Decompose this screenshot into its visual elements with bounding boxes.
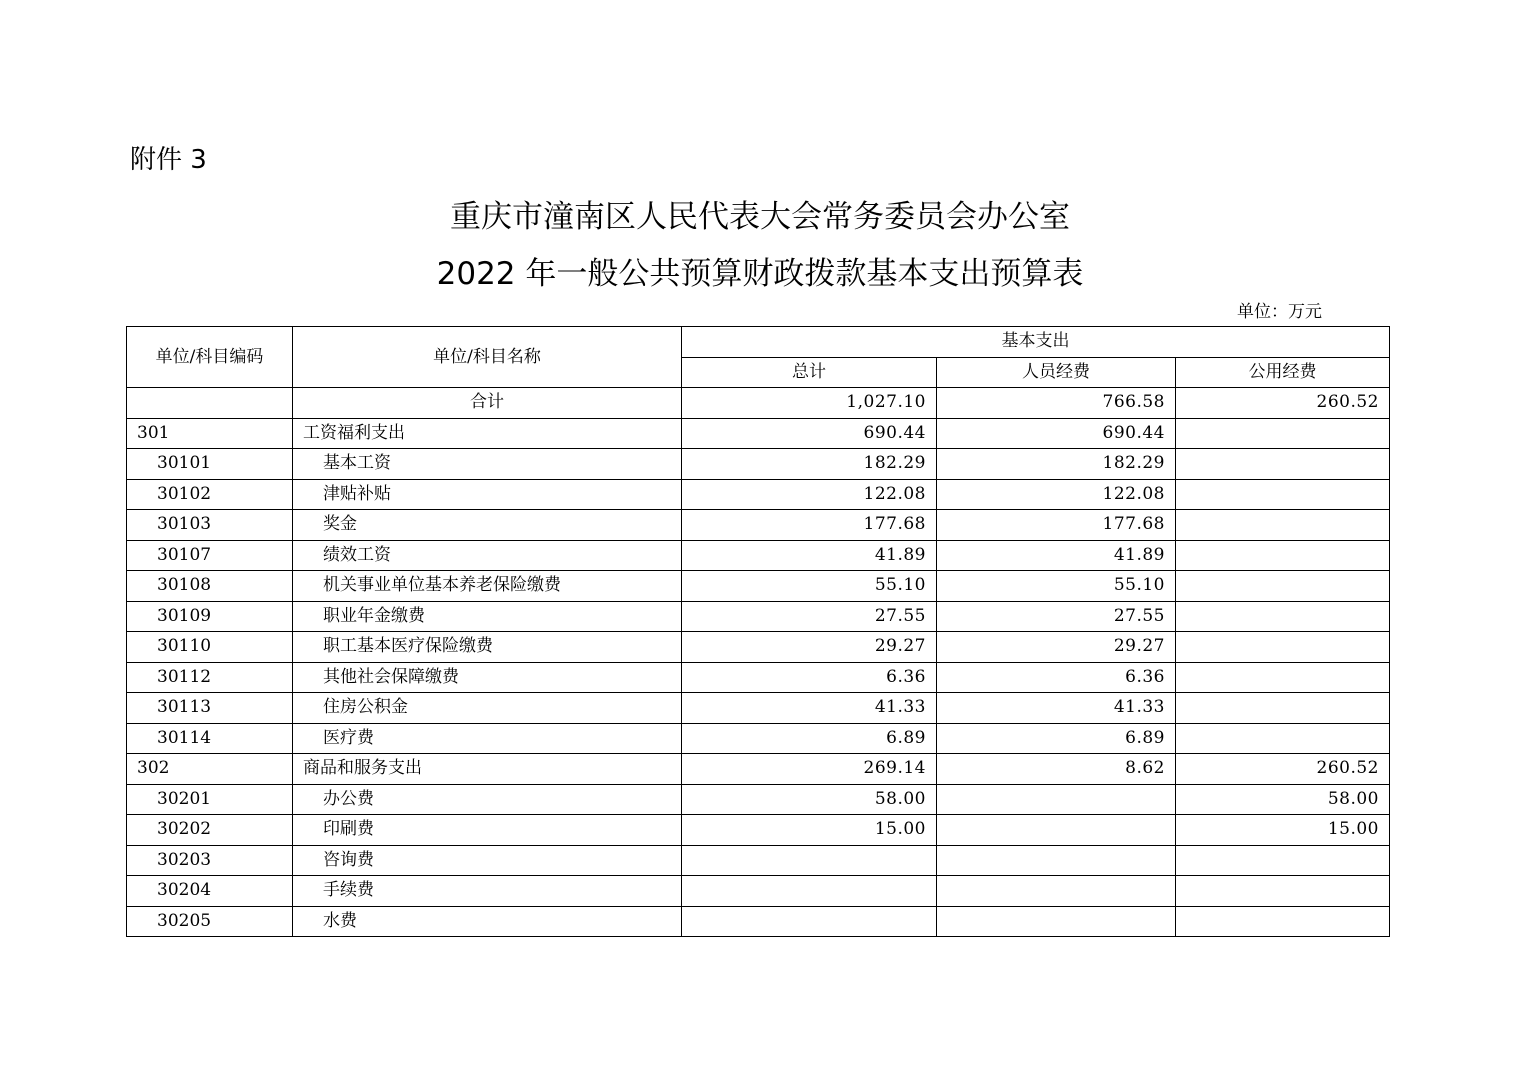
row-public	[1176, 571, 1390, 602]
row-code: 30103	[127, 510, 293, 541]
table-row	[127, 510, 1390, 541]
row-total: 690.44	[682, 418, 937, 449]
row-total: 15.00	[682, 815, 937, 846]
row-code: 30108	[127, 571, 293, 602]
row-name: 办公费	[293, 784, 682, 815]
row-public	[1176, 540, 1390, 571]
row-code: 30203	[127, 845, 293, 876]
row-public: 15.00	[1176, 815, 1390, 846]
summary-total: 1,027.10	[682, 388, 937, 419]
row-total: 122.08	[682, 479, 937, 510]
table-row	[127, 418, 1390, 449]
summary-row	[127, 388, 1390, 419]
row-personnel: 27.55	[937, 601, 1176, 632]
row-personnel: 8.62	[937, 754, 1176, 785]
document-title-line1: 重庆市潼南区人民代表大会常务委员会办公室	[450, 199, 1070, 235]
row-public	[1176, 632, 1390, 663]
row-code: 30202	[127, 815, 293, 846]
row-name: 医疗费	[293, 723, 682, 754]
row-public	[1176, 845, 1390, 876]
row-personnel: 55.10	[937, 571, 1176, 602]
row-total: 6.36	[682, 662, 937, 693]
row-total	[682, 906, 937, 937]
header-public: 公用经费	[1176, 357, 1390, 388]
row-personnel: 182.29	[937, 449, 1176, 480]
table-row	[127, 601, 1390, 632]
row-name: 印刷费	[293, 815, 682, 846]
row-total: 269.14	[682, 754, 937, 785]
row-total	[682, 845, 937, 876]
summary-personnel: 766.58	[937, 388, 1176, 419]
row-name: 其他社会保障缴费	[293, 662, 682, 693]
row-code: 30204	[127, 876, 293, 907]
row-code: 301	[127, 418, 293, 449]
row-total: 55.10	[682, 571, 937, 602]
row-name: 绩效工资	[293, 540, 682, 571]
row-personnel	[937, 784, 1176, 815]
row-public	[1176, 418, 1390, 449]
row-total: 182.29	[682, 449, 937, 480]
table-row	[127, 449, 1390, 480]
budget-table	[126, 326, 1390, 937]
row-public	[1176, 449, 1390, 480]
table-row	[127, 479, 1390, 510]
header-personnel: 人员经费	[937, 357, 1176, 388]
row-personnel: 177.68	[937, 510, 1176, 541]
row-personnel: 29.27	[937, 632, 1176, 663]
unit-label: 单位：万元	[1237, 302, 1322, 322]
table-row	[127, 754, 1390, 785]
row-code: 30110	[127, 632, 293, 663]
row-name: 职工基本医疗保险缴费	[293, 632, 682, 663]
row-name: 咨询费	[293, 845, 682, 876]
attachment-label: 附件 3	[130, 145, 207, 175]
table-header-row	[127, 327, 1390, 358]
row-personnel: 41.33	[937, 693, 1176, 724]
row-name: 工资福利支出	[293, 418, 682, 449]
row-total: 41.89	[682, 540, 937, 571]
document-title-line2: 2022 年一般公共预算财政拨款基本支出预算表	[436, 256, 1084, 292]
row-code: 30205	[127, 906, 293, 937]
row-name: 机关事业单位基本养老保险缴费	[293, 571, 682, 602]
header-name: 单位/科目名称	[293, 327, 682, 388]
row-personnel: 41.89	[937, 540, 1176, 571]
row-total: 177.68	[682, 510, 937, 541]
row-code: 30201	[127, 784, 293, 815]
row-public	[1176, 479, 1390, 510]
table-row	[127, 723, 1390, 754]
row-public	[1176, 693, 1390, 724]
row-public: 58.00	[1176, 784, 1390, 815]
row-name: 职业年金缴费	[293, 601, 682, 632]
row-public	[1176, 601, 1390, 632]
table-row	[127, 784, 1390, 815]
table-row	[127, 632, 1390, 663]
row-name: 住房公积金	[293, 693, 682, 724]
table-row	[127, 662, 1390, 693]
row-code: 30114	[127, 723, 293, 754]
row-code: 30102	[127, 479, 293, 510]
table-row	[127, 876, 1390, 907]
row-name: 手续费	[293, 876, 682, 907]
row-code: 30109	[127, 601, 293, 632]
row-name: 奖金	[293, 510, 682, 541]
summary-public: 260.52	[1176, 388, 1390, 419]
row-public	[1176, 906, 1390, 937]
row-code: 30112	[127, 662, 293, 693]
row-public	[1176, 723, 1390, 754]
table-row	[127, 540, 1390, 571]
row-total: 29.27	[682, 632, 937, 663]
row-personnel: 6.36	[937, 662, 1176, 693]
row-code: 30113	[127, 693, 293, 724]
row-name: 津贴补贴	[293, 479, 682, 510]
header-code: 单位/科目编码	[127, 327, 293, 388]
row-personnel	[937, 876, 1176, 907]
table-row	[127, 815, 1390, 846]
row-public	[1176, 876, 1390, 907]
table-row	[127, 845, 1390, 876]
row-total	[682, 876, 937, 907]
row-name: 商品和服务支出	[293, 754, 682, 785]
row-total: 41.33	[682, 693, 937, 724]
row-personnel	[937, 815, 1176, 846]
row-personnel: 690.44	[937, 418, 1176, 449]
row-public: 260.52	[1176, 754, 1390, 785]
row-code: 302	[127, 754, 293, 785]
header-total: 总计	[682, 357, 937, 388]
row-public	[1176, 662, 1390, 693]
row-personnel	[937, 845, 1176, 876]
table-row	[127, 906, 1390, 937]
row-code: 30107	[127, 540, 293, 571]
row-personnel: 6.89	[937, 723, 1176, 754]
row-public	[1176, 510, 1390, 541]
table-row	[127, 571, 1390, 602]
header-basic-expenditure: 基本支出	[682, 327, 1390, 358]
row-total: 6.89	[682, 723, 937, 754]
row-personnel: 122.08	[937, 479, 1176, 510]
summary-name: 合计	[293, 388, 682, 419]
summary-code	[127, 388, 293, 419]
row-name: 水费	[293, 906, 682, 937]
row-name: 基本工资	[293, 449, 682, 480]
table-row	[127, 693, 1390, 724]
row-code: 30101	[127, 449, 293, 480]
row-total: 27.55	[682, 601, 937, 632]
row-personnel	[937, 906, 1176, 937]
row-total: 58.00	[682, 784, 937, 815]
